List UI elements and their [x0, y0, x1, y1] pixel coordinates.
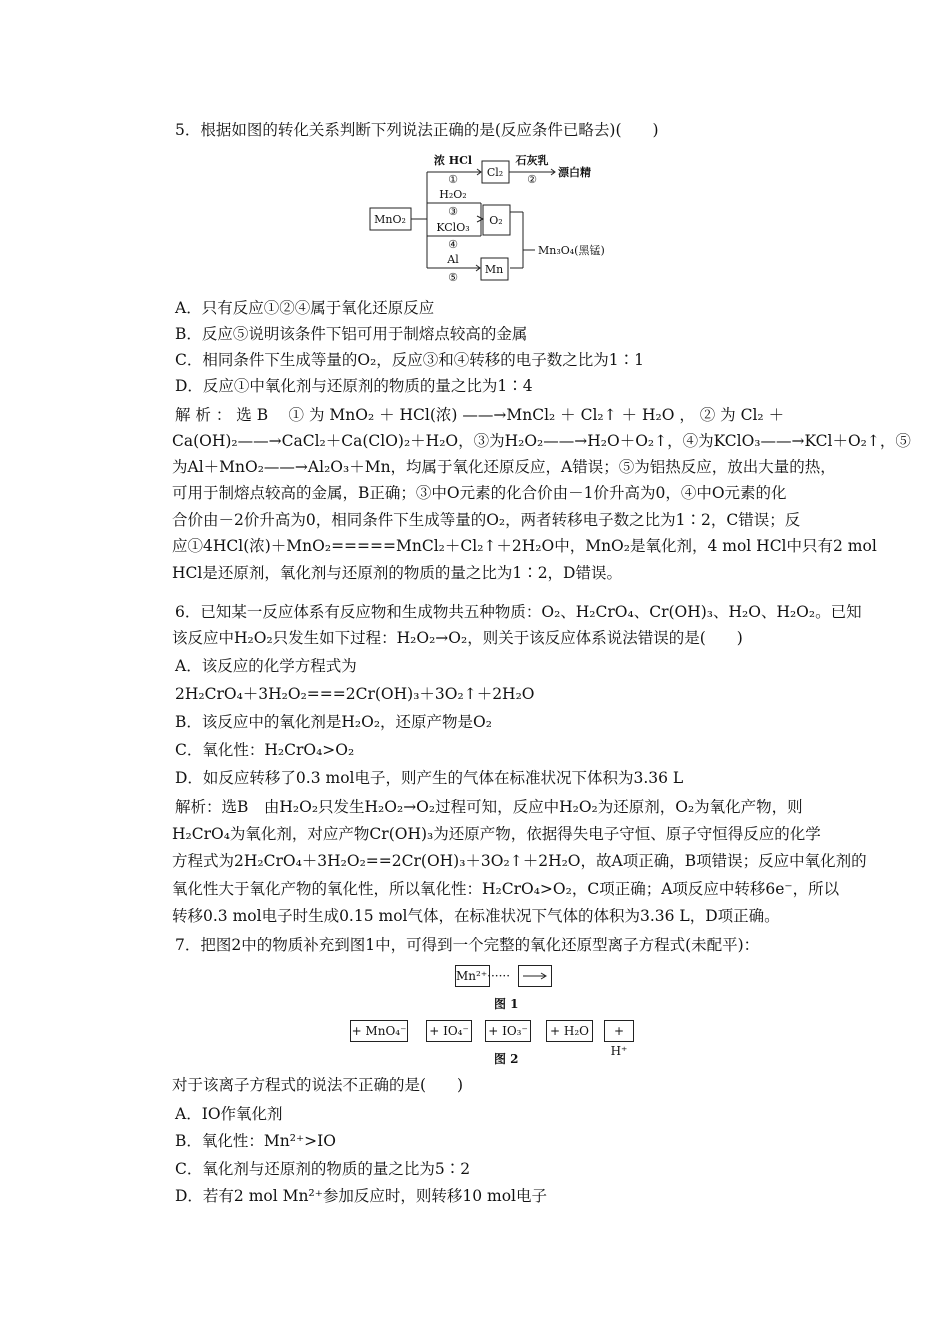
svg-text:O₂: O₂: [489, 214, 503, 227]
fig2-item-h: + H⁺: [604, 1020, 634, 1042]
fig2-item-io4: + IO₄⁻: [426, 1020, 472, 1042]
q6-analysis-line: 方程式为2H₂CrO₄＋3H₂O₂==2Cr(OH)₃＋3O₂↑＋2H₂O，故A项正确，B项错误；反应中氧化剂的: [172, 852, 867, 870]
fig2-item-h2o: + H₂O: [546, 1020, 593, 1042]
fig1-mn-box: Mn²⁺······: [455, 965, 490, 987]
q5-option-a: A．只有反应①②④属于氧化还原反应: [175, 299, 435, 317]
q7-stem: 7．把图2中的物质补充到图1中，可得到一个完整的氧化还原型离子方程式(未配平)：: [175, 936, 760, 954]
q5-analysis-line: Ca(OH)₂——→CaCl₂＋Ca(ClO)₂＋H₂O，③为H₂O₂——→H₂O＋O₂↑，④为KClO₃——→KCl＋O₂↑，⑤: [172, 432, 911, 450]
q5-analysis-line: 为Al＋MnO₂——→Al₂O₃＋Mn，均属于氧化还原反应，A错误；⑤为铝热反应，放出大量的热，: [172, 458, 836, 476]
fig1-arrow-box: [518, 965, 552, 987]
q7-question: 对于该离子方程式的说法不正确的是( ): [172, 1076, 464, 1094]
q5-stem: 5．根据如图的转化关系判断下列说法正确的是(反应条件已略去)( ): [175, 121, 659, 139]
right-arrow-icon: [520, 966, 550, 986]
q7-option-d: D．若有2 mol Mn²⁺参加反应时，则转移10 mol电子: [175, 1187, 548, 1205]
q6-stem-line: 6．已知某一反应体系有反应物和生成物共五种物质：O₂、H₂CrO₄、Cr(OH)₃、H₂O、H₂O₂。已知: [175, 603, 862, 621]
figure-2: [350, 1020, 635, 1058]
svg-text:KClO₃: KClO₃: [436, 221, 470, 234]
svg-text:Al: Al: [447, 253, 459, 266]
q5-analysis-line: 合价由－2价升高为0，相同条件下生成等量的O₂，两者转移电子数之比为1∶2，C错误；反: [172, 511, 801, 529]
q5-option-c: C．相同条件下生成等量的O₂，反应③和④转移的电子数之比为1∶1: [175, 351, 645, 369]
svg-text:⑤: ⑤: [448, 271, 458, 284]
q6-option-d: D．如反应转移了0.3 mol电子，则产生的气体在标准状况下体积为3.36 L: [175, 769, 684, 787]
svg-text:H₂O₂: H₂O₂: [439, 188, 467, 201]
svg-text:漂白精: 漂白精: [558, 166, 591, 179]
q6-option-a: A．该反应的化学方程式为: [175, 657, 357, 675]
svg-text:Cl₂: Cl₂: [486, 166, 504, 179]
q5-option-d: D．反应①中氧化剂与还原剂的物质的量之比为1∶4: [175, 377, 533, 395]
q5-transformation-diagram: [365, 150, 625, 286]
q5-analysis-line: HCl是还原剂，氧化剂与还原剂的物质的量之比为1∶2，D错误。: [172, 564, 622, 582]
q5-analysis-line: 可用于制熔点较高的金属，B正确；③中O元素的化合价由－1价升高为0，④中O元素的化: [172, 484, 787, 502]
figure-2-caption: 图 2: [494, 1052, 519, 1066]
svg-text:Mn₃O₄(黑锰): Mn₃O₄(黑锰): [538, 244, 605, 257]
q7-option-c: C．氧化剂与还原剂的物质的量之比为5∶2: [175, 1160, 471, 1178]
q7-option-a: A．IO作氧化剂: [175, 1105, 283, 1123]
q6-analysis-line: 氧化性大于氧化产物的氧化性，所以氧化性：H₂CrO₄>O₂，C项正确；A项反应中转移6e⁻，所以: [172, 880, 840, 898]
q7-option-b: B．氧化性：Mn²⁺>IO: [175, 1132, 336, 1150]
svg-text:④: ④: [448, 238, 458, 251]
q6-option-c: C．氧化性：H₂CrO₄>O₂: [175, 741, 355, 759]
q6-equation: 2H₂CrO₄＋3H₂O₂===2Cr(OH)₃＋3O₂↑＋2H₂O: [175, 685, 535, 703]
svg-text:①: ①: [448, 173, 458, 186]
svg-text:浓 HCl: 浓 HCl: [433, 154, 473, 167]
fig2-item-mno4: + MnO₄⁻: [350, 1020, 408, 1042]
svg-text:石灰乳: 石灰乳: [515, 154, 549, 167]
svg-text:②: ②: [527, 173, 537, 186]
q6-option-b: B．该反应中的氧化剂是H₂O₂，还原产物是O₂: [175, 713, 492, 731]
q6-analysis-line: H₂CrO₄为氧化剂，对应产物Cr(OH)₃为还原产物，依据得失电子守恒、原子守恒得反应的化学: [172, 825, 821, 843]
q5-option-b: B．反应⑤说明该条件下铝可用于制熔点较高的金属: [175, 325, 528, 343]
svg-text:③: ③: [448, 205, 458, 218]
svg-text:Mn: Mn: [484, 263, 504, 276]
q6-analysis-line: 解析：选B 由H₂O₂只发生H₂O₂→O₂过程可知，反应中H₂O₂为还原剂，O₂为氧化产物，则: [175, 798, 803, 816]
figure-1: [455, 965, 555, 990]
q5-analysis-line: 解 析 ： 选 B ① 为 MnO₂ ＋ HCl(浓) ——→MnCl₂ ＋ Cl₂↑ ＋ H₂O ， ② 为 Cl₂ ＋: [175, 406, 785, 424]
fig2-item-io3: + IO₃⁻: [485, 1020, 531, 1042]
q5-analysis-line: 应①4HCl(浓)＋MnO₂=====MnCl₂＋Cl₂↑＋2H₂O中，MnO₂是氧化剂，4 mol HCl中只有2 mol: [172, 537, 877, 555]
q6-stem-line: 该反应中H₂O₂只发生如下过程：H₂O₂→O₂，则关于该反应体系说法错误的是( ): [172, 629, 743, 647]
q6-analysis-line: 转移0.3 mol电子时生成0.15 mol气体，在标准状况下气体的体积为3.36 L，D项正确。: [172, 907, 780, 925]
figure-1-caption: 图 1: [494, 997, 519, 1011]
label-mno2: MnO₂: [374, 213, 406, 226]
